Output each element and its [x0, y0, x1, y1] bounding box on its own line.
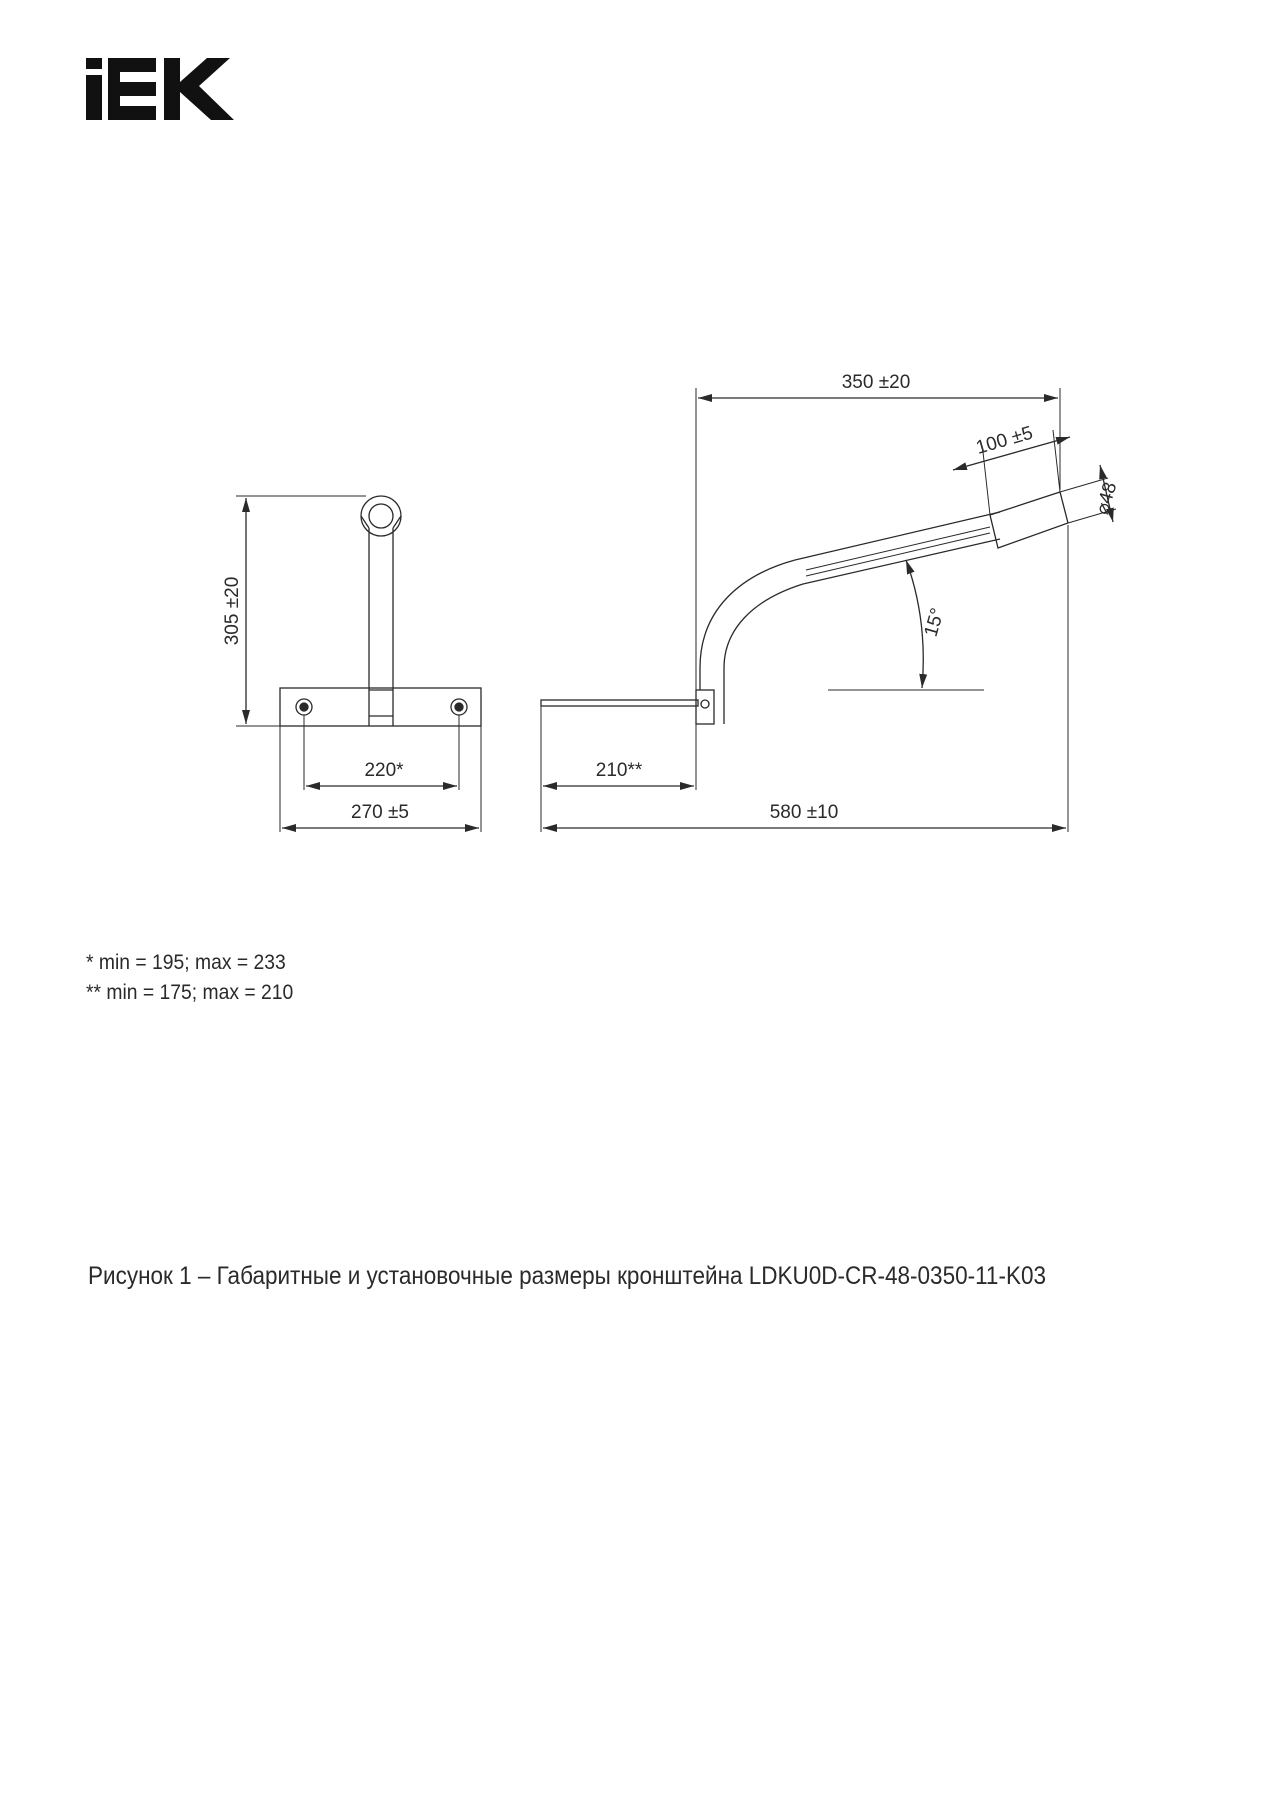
- clamp-block: [696, 690, 714, 724]
- front-view: [236, 496, 481, 832]
- bolt-left: [296, 699, 312, 715]
- angle-label: 15°: [920, 605, 949, 640]
- width-label: 270 ±5: [351, 802, 409, 823]
- mount-label: 210**: [595, 760, 643, 781]
- sleeve-length-label: 100 ±5: [973, 422, 1036, 459]
- base-rod: [541, 700, 698, 706]
- figure-caption: Рисунок 1 – Габаритные и установочные размеры кронштейна LDKU0D-CR-48-0350-11-K03: [88, 1262, 1046, 1290]
- tube-end-circle: [361, 496, 401, 536]
- footnotes: [86, 948, 293, 1008]
- height-label: 305 ±20: [222, 576, 243, 646]
- footnote-1: * min = 195; max = 233: [86, 951, 286, 974]
- sleeve: [990, 492, 1068, 548]
- bolt-right: [451, 699, 467, 715]
- hole-spacing-label: 220*: [364, 760, 404, 781]
- reach-label: 350 ±20: [841, 372, 911, 393]
- total-length-label: 580 ±10: [769, 802, 839, 823]
- footnote-2: ** min = 175; max = 210: [86, 981, 294, 1004]
- angle-arc: [906, 560, 923, 688]
- diameter-label: ⌀48: [1092, 479, 1122, 518]
